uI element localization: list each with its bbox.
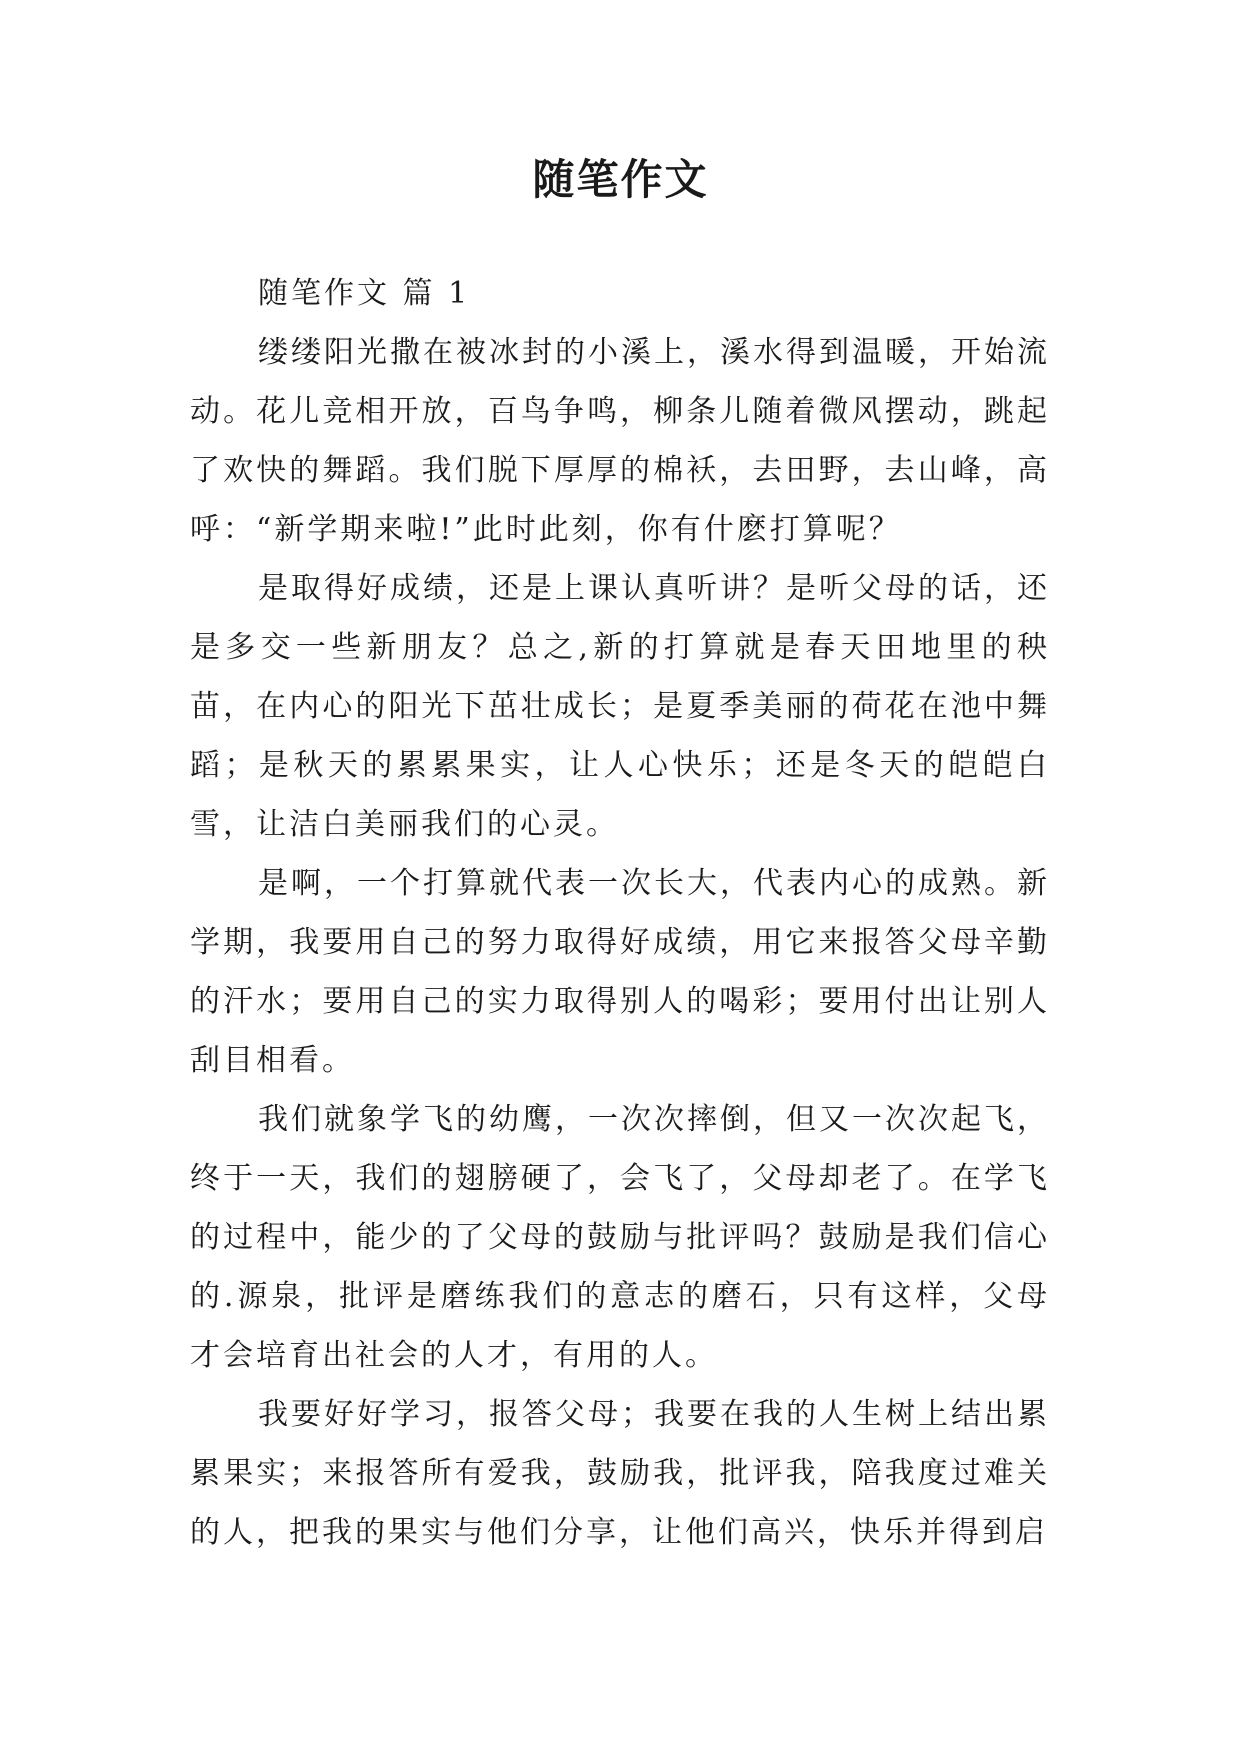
paragraph-3: 是啊，一个打算就代表一次长大，代表内心的成熟。新学期，我要用自己的努力取得好成绩，用它来报答父母辛勤的汗水；要用自己的实力取得别人的喝彩；要用付出让别人刮目相看。 [190, 866, 1050, 1078]
paragraph-1: 缕缕阳光撒在被冰封的小溪上，溪水得到温暖，开始流动。花儿竞相开放，百鸟争鸣，柳条儿随着微风摆动，跳起了欢快的舞蹈。我们脱下厚厚的棉袄，去田野，去山峰，高呼：“新学期来啦!”此时此刻，你有什麽打算呢？ [190, 335, 1050, 547]
paragraph-2: 是取得好成绩，还是上课认真听讲？是听父母的话，还是多交一些新朋友？总之,新的打算就是春天田地里的秧苗，在内心的阳光下茁壮成长；是夏季美丽的荷花在池中舞蹈；是秋天的累累果实，让人心快乐；还是冬天的皑皑白雪，让洁白美丽我们的心灵。 [190, 571, 1050, 842]
paragraph-4: 我们就象学飞的幼鹰，一次次摔倒，但又一次次起飞，终于一天，我们的翅膀硬了，会飞了，父母却老了。在学飞的过程中，能少的了父母的鼓励与批评吗？鼓励是我们信心的.源泉，批评是磨练我们的意志的磨石，只有这样，父母才会培育出社会的人才，有用的人。 [190, 1102, 1050, 1373]
document-title: 随笔作文 [532, 155, 709, 204]
section-heading: 随笔作文 篇 1 [258, 276, 471, 311]
document-body [190, 264, 1050, 1562]
paragraph-5: 我要好好学习，报答父母；我要在我的人生树上结出累累果实；来报答所有爱我，鼓励我，批评我，陪我度过难关的人，把我的果实与他们分享，让他们高兴，快乐并得到启 [190, 1397, 1050, 1550]
